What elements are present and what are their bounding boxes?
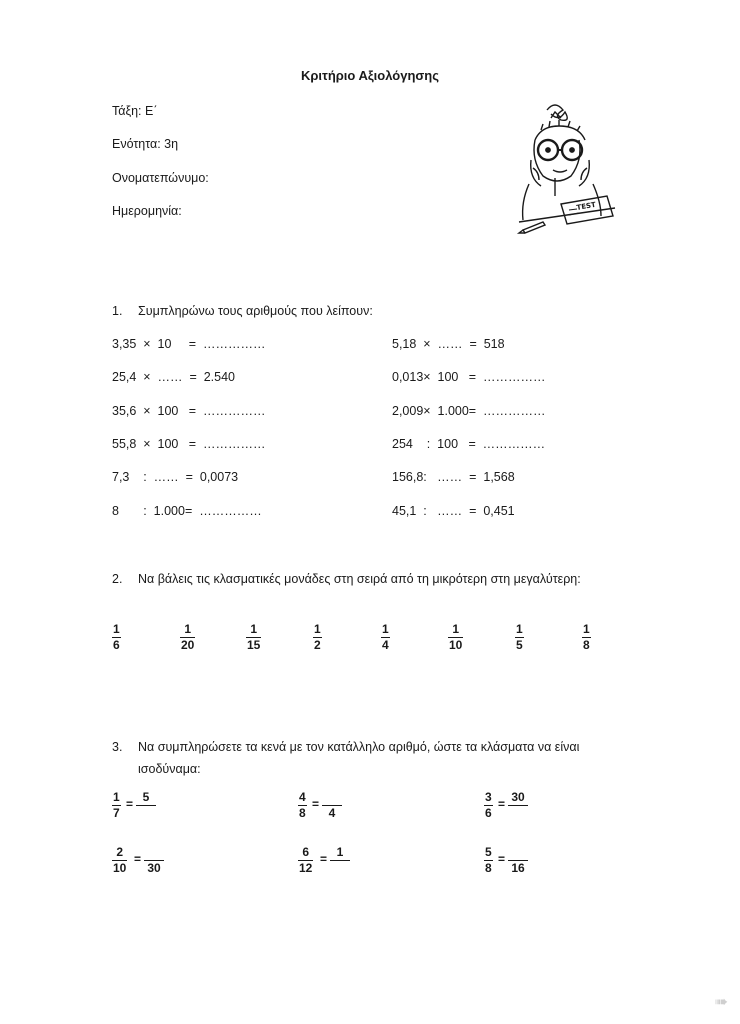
q3-right-fraction-6 xyxy=(508,846,528,875)
unit-fraction-2 xyxy=(180,623,195,652)
question-3-number: 3. xyxy=(112,740,123,754)
class-label: Τάξη: Ε΄ xyxy=(112,104,158,118)
unit-fraction-4-numerator: 1 xyxy=(314,622,321,636)
unit-fraction-6-numerator: 1 xyxy=(452,622,460,636)
q3-equals-sign-2: = xyxy=(312,797,320,811)
question-1-number: 1. xyxy=(112,304,123,318)
question-3 xyxy=(112,736,672,780)
q3-left-fraction-4 xyxy=(112,846,127,875)
unit-fraction-4-denominator: 2 xyxy=(314,638,321,652)
q3-left-fraction-2 xyxy=(298,791,307,820)
unit-fraction-6-denominator: 10 xyxy=(449,638,463,652)
q3-left-fraction-6-numerator: 5 xyxy=(485,845,492,859)
q1-right-row-1: 5,18 × …… = 518 xyxy=(392,337,505,351)
q3-right-fraction-4-numerator xyxy=(144,846,164,859)
unit-label: Ενότητα: 3η xyxy=(112,137,179,151)
unit-fraction-2-numerator: 1 xyxy=(184,622,192,636)
q3-left-fraction-2-numerator: 4 xyxy=(299,790,306,804)
unit-fraction-1-numerator: 1 xyxy=(113,622,120,636)
q3-equals-sign-4: = xyxy=(134,852,142,866)
question-1 xyxy=(112,300,672,322)
date-label: Ημερομηνία: xyxy=(112,204,182,218)
unit-fraction-5-denominator: 4 xyxy=(382,638,389,652)
q1-right-row-2: 0,013× 100 = …………… xyxy=(392,370,546,384)
q3-right-fraction-6-numerator xyxy=(508,846,528,859)
q3-right-fraction-2 xyxy=(322,791,342,820)
q3-equals-sign-5: = xyxy=(320,852,328,866)
question-2-number: 2. xyxy=(112,572,123,586)
svg-text:TEST: TEST xyxy=(575,200,597,212)
q3-right-fraction-2-denominator: 4 xyxy=(328,806,336,820)
q1-left-row-5: 7,3 : …… = 0,0073 xyxy=(112,470,239,484)
q1-right-row-3: 2,009× 1.000= …………… xyxy=(392,404,546,418)
q1-right-row-5: 156,8: …… = 1,568 xyxy=(392,470,515,484)
q3-left-fraction-6 xyxy=(484,846,493,875)
q3-right-fraction-6-denominator: 16 xyxy=(511,861,525,875)
question-1-text: Συμπληρώνω τους αριθμούς που λείπουν: xyxy=(138,304,373,318)
unit-fraction-8-numerator: 1 xyxy=(583,622,590,636)
q3-left-fraction-3-denominator: 6 xyxy=(485,806,492,820)
q3-left-fraction-4-numerator: 2 xyxy=(116,845,124,859)
q1-right-row-6: 45,1 : …… = 0,451 xyxy=(392,504,515,518)
q3-left-fraction-1-denominator: 7 xyxy=(113,806,120,820)
unit-fraction-5-numerator: 1 xyxy=(382,622,389,636)
q1-left-row-2: 25,4 × …… = 2.540 xyxy=(112,370,235,384)
q3-right-fraction-1-bar xyxy=(136,805,156,806)
q3-right-fraction-5-bar xyxy=(330,860,350,861)
q3-right-fraction-1-denominator xyxy=(136,807,156,820)
unit-fraction-2-denominator: 20 xyxy=(181,638,195,652)
unit-fraction-7-numerator: 1 xyxy=(516,622,523,636)
q3-left-fraction-3 xyxy=(484,791,493,820)
unit-fraction-8 xyxy=(582,623,591,652)
q3-right-fraction-5-numerator: 1 xyxy=(336,845,344,859)
question-2-text: Να βάλεις τις κλασματικές μονάδες στη σειρά από τη μικρότερη στη μεγαλύτερη: xyxy=(138,572,581,586)
unit-fraction-6 xyxy=(448,623,463,652)
q3-right-fraction-3-denominator xyxy=(508,807,528,820)
q3-equals-sign-3: = xyxy=(498,797,506,811)
q3-left-fraction-1-numerator: 1 xyxy=(113,790,120,804)
q3-right-fraction-1 xyxy=(136,791,156,820)
q3-left-fraction-4-denominator: 10 xyxy=(113,861,127,875)
unit-fraction-1-denominator: 6 xyxy=(113,638,120,652)
unit-fraction-7 xyxy=(515,623,524,652)
student-test-illustration xyxy=(515,98,620,240)
q3-right-fraction-2-numerator xyxy=(322,791,342,804)
unit-fraction-1 xyxy=(112,623,121,652)
unit-fraction-4 xyxy=(313,623,322,652)
unit-fraction-3-numerator: 1 xyxy=(250,622,258,636)
unit-fraction-8-denominator: 8 xyxy=(583,638,590,652)
q3-left-fraction-2-denominator: 8 xyxy=(299,806,306,820)
q3-left-fraction-1 xyxy=(112,791,121,820)
q3-left-fraction-6-denominator: 8 xyxy=(485,861,492,875)
q1-left-row-6: 8 : 1.000= …………… xyxy=(112,504,262,518)
q3-left-fraction-3-numerator: 3 xyxy=(485,790,492,804)
q3-right-fraction-4 xyxy=(144,846,164,875)
q1-left-row-1: 3,35 × 10 = …………… xyxy=(112,337,266,351)
q3-right-fraction-3-numerator: 30 xyxy=(511,790,525,804)
q3-right-fraction-3 xyxy=(508,791,528,820)
unit-fraction-3-denominator: 15 xyxy=(247,638,261,652)
q3-left-fraction-5-numerator: 6 xyxy=(302,845,310,859)
unit-fraction-7-denominator: 5 xyxy=(516,638,523,652)
q3-left-fraction-5-denominator: 12 xyxy=(299,861,313,875)
q3-left-fraction-5 xyxy=(298,846,313,875)
q3-equals-sign-1: = xyxy=(126,797,134,811)
q1-left-row-3: 35,6 × 100 = …………… xyxy=(112,404,266,418)
q1-left-row-4: 55,8 × 100 = …………… xyxy=(112,437,266,451)
q3-right-fraction-4-denominator: 30 xyxy=(147,861,161,875)
next-page-arrow-icon[interactable]: ➠ xyxy=(714,994,728,1011)
page-title: Κριτήριο Αξιολόγησης xyxy=(300,68,440,83)
unit-fraction-3 xyxy=(246,623,261,652)
question-2 xyxy=(112,568,672,612)
q3-right-fraction-1-numerator: 5 xyxy=(142,790,150,804)
name-label: Ονοματεπώνυμο: xyxy=(112,171,209,185)
unit-fraction-5 xyxy=(381,623,390,652)
q3-equals-sign-6: = xyxy=(498,852,506,866)
question-3-text: Να συμπληρώσετε τα κενά με τον κατάλληλο αριθμό, ώστε τα κλάσματα να είναι ισοδύναμα: xyxy=(138,740,580,776)
q3-right-fraction-3-bar xyxy=(508,805,528,806)
q1-right-row-4: 254 : 100 = …………… xyxy=(392,437,546,451)
q3-right-fraction-5-denominator xyxy=(330,862,350,875)
q3-right-fraction-5 xyxy=(330,846,350,875)
